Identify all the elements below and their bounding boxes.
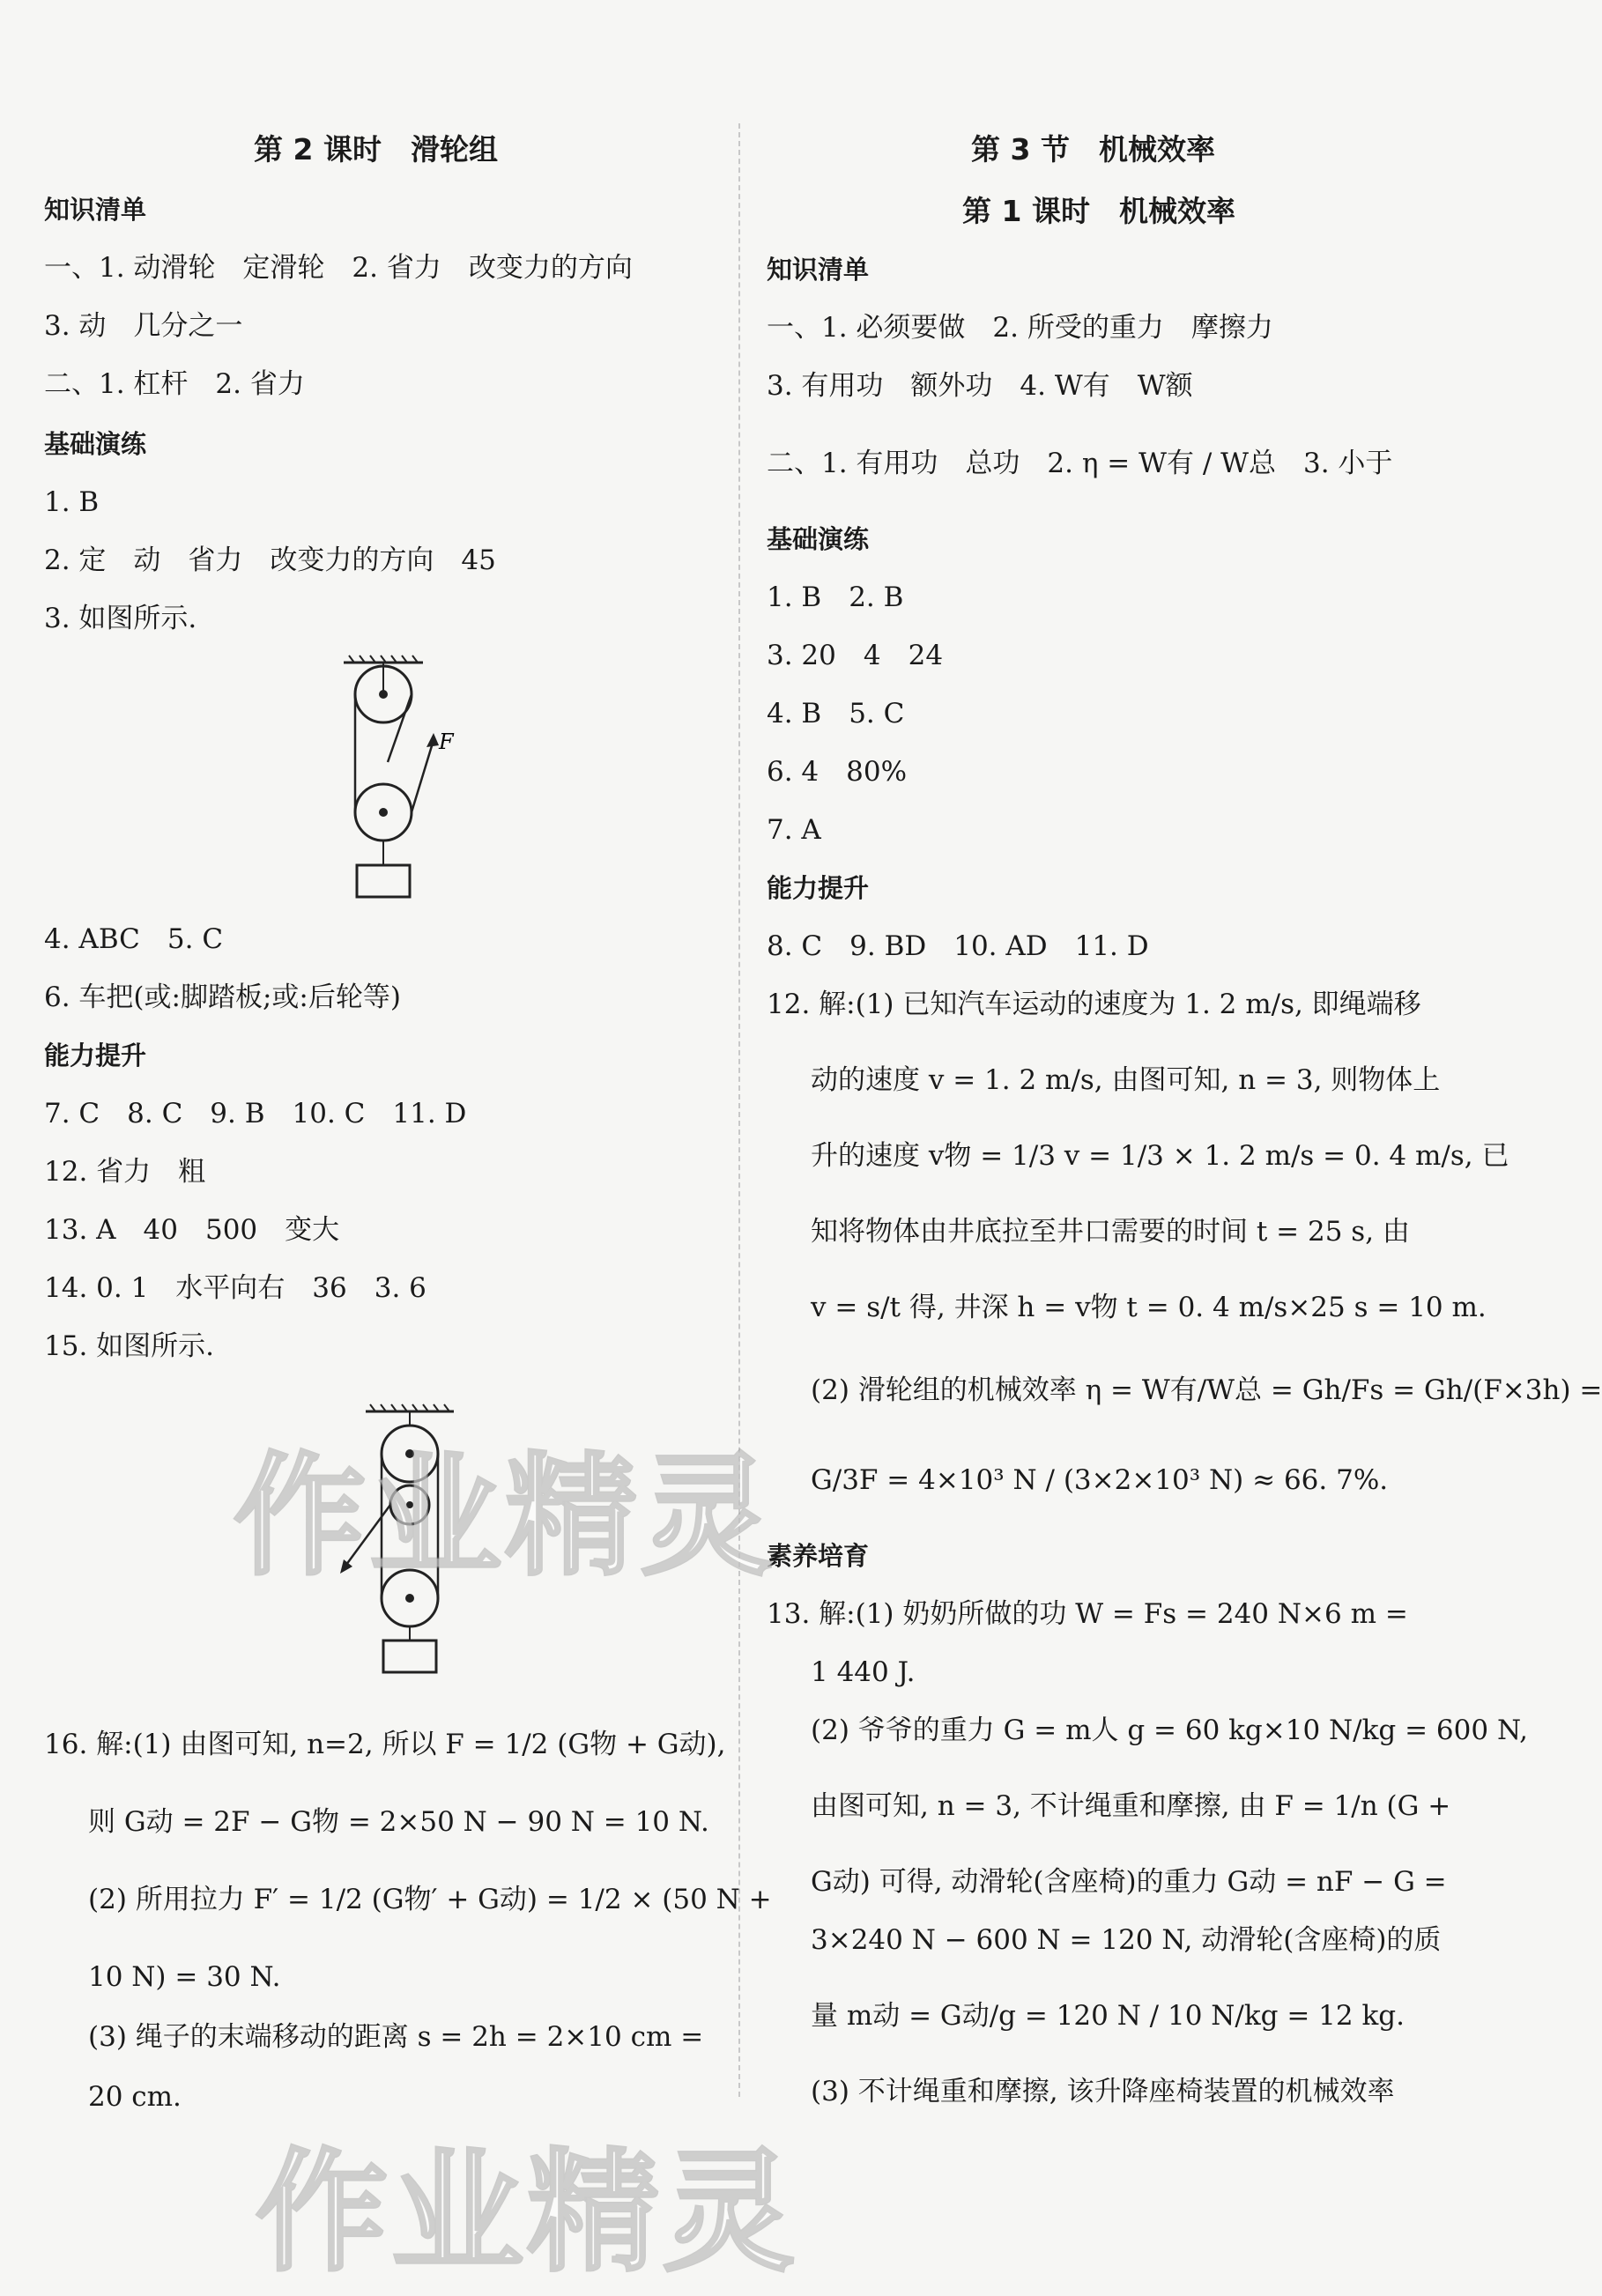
answer-line: 1. B — [44, 486, 100, 518]
column-divider — [738, 123, 740, 2097]
answer-line: 动的速度 v = 1. 2 m/s, 由图可知, n = 3, 则物体上 — [811, 1064, 1441, 1096]
answer-line: (2) 滑轮组的机械效率 η = W有/W总 = Gh/Fs = Gh/(F×3h) = — [811, 1374, 1602, 1406]
answer-line: 13. A 40 500 变大 — [44, 1214, 340, 1246]
answer-line: 3. 有用功 额外功 4. W有 W额 — [767, 370, 1193, 402]
section-ability: 能力提升 — [767, 873, 870, 903]
answer-line: 3. 20 4 24 — [767, 640, 944, 671]
answer-line: 16. 解:(1) 由图可知, n=2, 所以 F = 1/2 (G物 + G动), — [44, 1729, 726, 1760]
answer-line: (2) 所用拉力 F′ = 1/2 (G物′ + G动) = 1/2 × (50 N + — [88, 1884, 772, 1915]
answer-line: 6. 车把(或:脚踏板;或:后轮等) — [44, 981, 401, 1013]
section-knowledge: 知识清单 — [767, 255, 870, 285]
section-knowledge: 知识清单 — [44, 195, 147, 225]
answer-line: 6. 4 80% — [767, 756, 908, 788]
answer-line: 4. ABC 5. C — [44, 923, 224, 955]
answer-line: 1 440 J. — [811, 1656, 916, 1688]
answer-line: (2) 爷爷的重力 G = m人 g = 60 kg×10 N/kg = 600 N, — [811, 1715, 1528, 1746]
answer-line: 3. 动 几分之一 — [44, 310, 243, 342]
answer-line: 8. C 9. BD 10. AD 11. D — [767, 930, 1149, 962]
answer-line: 一、1. 必须要做 2. 所受的重力 摩擦力 — [767, 312, 1273, 344]
answer-line: 15. 如图所示. — [44, 1330, 215, 1362]
section-title: 第 3 节 机械效率 — [971, 132, 1215, 167]
answer-line: 升的速度 v物 = 1/3 v = 1/3 × 1. 2 m/s = 0. 4 m/s, 已 — [811, 1140, 1509, 1172]
answer-line: 7. A — [767, 814, 821, 846]
section-quality: 素养培育 — [767, 1541, 870, 1571]
answer-line: 一、1. 动滑轮 定滑轮 2. 省力 改变力的方向 — [44, 252, 633, 284]
section-ability: 能力提升 — [44, 1041, 147, 1070]
answer-line: 2. 定 动 省力 改变力的方向 45 — [44, 544, 496, 576]
answer-line: G/3F = 4×10³ N / (3×2×10³ N) ≈ 66. 7%. — [811, 1464, 1389, 1496]
answer-line: 由图可知, n = 3, 不计绳重和摩擦, 由 F = 1/n (G + — [811, 1790, 1451, 1822]
answer-line: 10 N) = 30 N. — [88, 1961, 281, 1993]
answer-line: 则 G动 = 2F − G物 = 2×50 N − 90 N = 10 N. — [88, 1806, 709, 1838]
answer-line: (3) 绳子的末端移动的距离 s = 2h = 2×10 cm = — [88, 2021, 704, 2053]
answer-line: 12. 解:(1) 已知汽车运动的速度为 1. 2 m/s, 即绳端移 — [767, 989, 1421, 1020]
answer-line: 1. B 2. B — [767, 581, 904, 613]
force-label: F — [439, 730, 454, 754]
lesson-title: 第 2 课时 滑轮组 — [254, 132, 498, 167]
answer-line: 量 m动 = G动/g = 120 N / 10 N/kg = 12 kg. — [811, 2000, 1405, 2032]
answer-line: v = s/t 得, 井深 h = v物 t = 0. 4 m/s×25 s = 10 m. — [811, 1292, 1487, 1323]
answer-line: G动) 可得, 动滑轮(含座椅)的重力 G动 = nF − G = — [811, 1866, 1447, 1898]
watermark: 作业精灵 — [234, 1441, 777, 1594]
watermark: 作业精灵 — [256, 2137, 799, 2290]
answer-line: (3) 不计绳重和摩擦, 该升降座椅装置的机械效率 — [811, 2076, 1395, 2107]
pulley-diagram-1 — [335, 652, 493, 907]
answer-line: 12. 省力 粗 — [44, 1156, 206, 1188]
answer-line: 7. C 8. C 9. B 10. C 11. D — [44, 1098, 467, 1129]
answer-line: 二、1. 杠杆 2. 省力 — [44, 368, 305, 400]
answer-line: 4. B 5. C — [767, 698, 905, 730]
answer-line: 13. 解:(1) 奶奶所做的功 W = Fs = 240 N×6 m = — [767, 1598, 1408, 1630]
lesson-title: 第 1 课时 机械效率 — [962, 194, 1235, 228]
answer-line: 知将物体由井底拉至井口需要的时间 t = 25 s, 由 — [811, 1216, 1410, 1248]
answer-line: 二、1. 有用功 总功 2. η = W有 / W总 3. 小于 — [767, 448, 1393, 479]
answer-line: 3. 如图所示. — [44, 603, 197, 634]
answer-line: 3×240 N − 600 N = 120 N, 动滑轮(含座椅)的质 — [811, 1924, 1442, 1956]
answer-line: 14. 0. 1 水平向右 36 3. 6 — [44, 1272, 426, 1304]
section-basic: 基础演练 — [767, 524, 870, 554]
answer-line: 20 cm. — [88, 2081, 182, 2113]
section-basic: 基础演练 — [44, 429, 147, 459]
